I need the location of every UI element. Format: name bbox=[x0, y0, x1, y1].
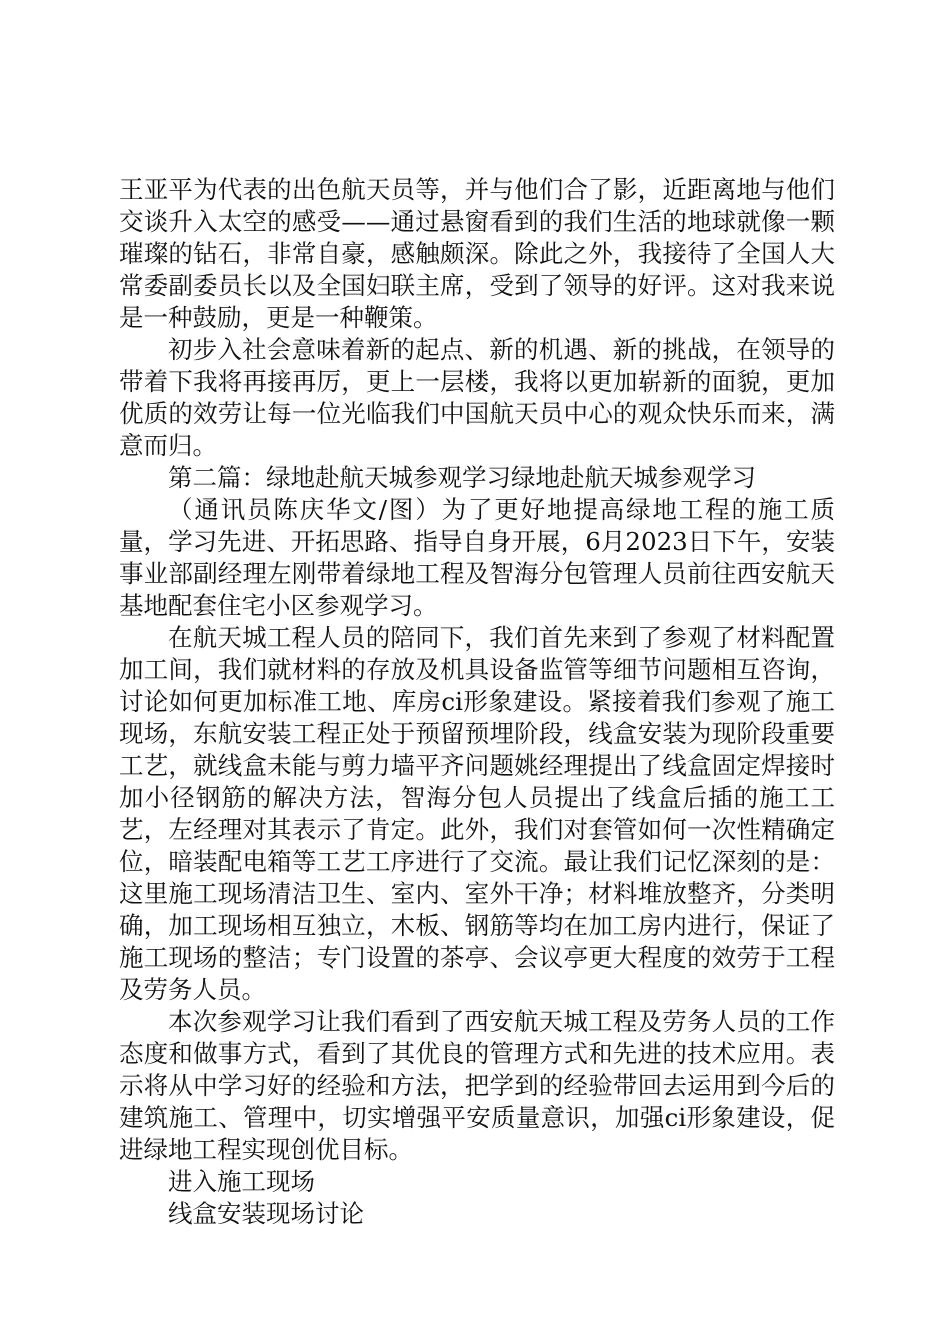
section-heading: 第二篇：绿地赴航天城参观学习绿地赴航天城参观学习 bbox=[168, 463, 756, 492]
paragraph-byline: （通讯员陈庆华文/图）为了更好地提高绿地工程的施工质量，学习先进、开拓思路、指导自身开展，6月2023日下午，安装事业部副经理左刚带着绿地工程及智海分包管理人员前往西安航天基地配套住宅小区参观学习。 bbox=[119, 495, 835, 620]
paragraph-new-start: 初步入社会意味着新的起点、新的机遇、新的挑战，在领导的带着下我将再接再厉，更上一层楼，我将以更加崭新的面貌，更加优质的效劳让每一位光临我们中国航天员中心的观众快乐而来，满意而归。 bbox=[119, 335, 835, 460]
paragraph-summary: 本次参观学习让我们看到了西安航天城工程及劳务人员的工作态度和做事方式，看到了其优良的管理方式和先进的技术应用。表示将从中学习好的经验和方法，把学到的经验带回去运用到今后的建筑施工、管理中，切实增强平安质量意识，加强ci形象建设，促进绿地工程实现创优目标。 bbox=[119, 1007, 835, 1164]
photo-caption-site: 进入施工现场 bbox=[168, 1167, 315, 1196]
photo-caption-discussion: 线盒安装现场讨论 bbox=[168, 1199, 364, 1228]
document-body bbox=[119, 174, 835, 1230]
paragraph-visit-details: 在航天城工程人员的陪同下，我们首先来到了参观了材料配置加工间，我们就材料的存放及机具设备监管等细节问题相互咨询，讨论如何更加标准工地、库房ci形象建设。紧接着我们参观了施工现场，东航安装工程正处于预留预埋阶段，线盒安装为现阶段重要工艺，就线盒未能与剪力墙平齐问题姚经理提出了线盒固定焊接时加小径钢筋的解决方法，智海分包人员提出了线盒后插的施工工艺，左经理对其表示了肯定。此外，我们对套管如何一次性精确定位，暗装配电箱等工艺工序进行了交流。最让我们记忆深刻的是：这里施工现场清洁卫生、室内、室外干净；材料堆放整齐，分类明确，加工现场相互独立，木板、钢筋等均在加工房内进行，保证了施工现场的整洁；专门设置的茶亭、会议亭更大程度的效劳于工程及劳务人员。 bbox=[119, 623, 835, 1004]
paragraph-continuation: 王亚平为代表的出色航天员等，并与他们合了影，近距离地与他们交谈升入太空的感受——通过悬窗看到的我们生活的地球就像一颗璀璨的钻石，非常自豪，感触颇深。除此之外，我接待了全国人大常委副委员长以及全国妇联主席，受到了领导的好评。这对我来说是一种鼓励，更是一种鞭策。 bbox=[119, 175, 835, 332]
